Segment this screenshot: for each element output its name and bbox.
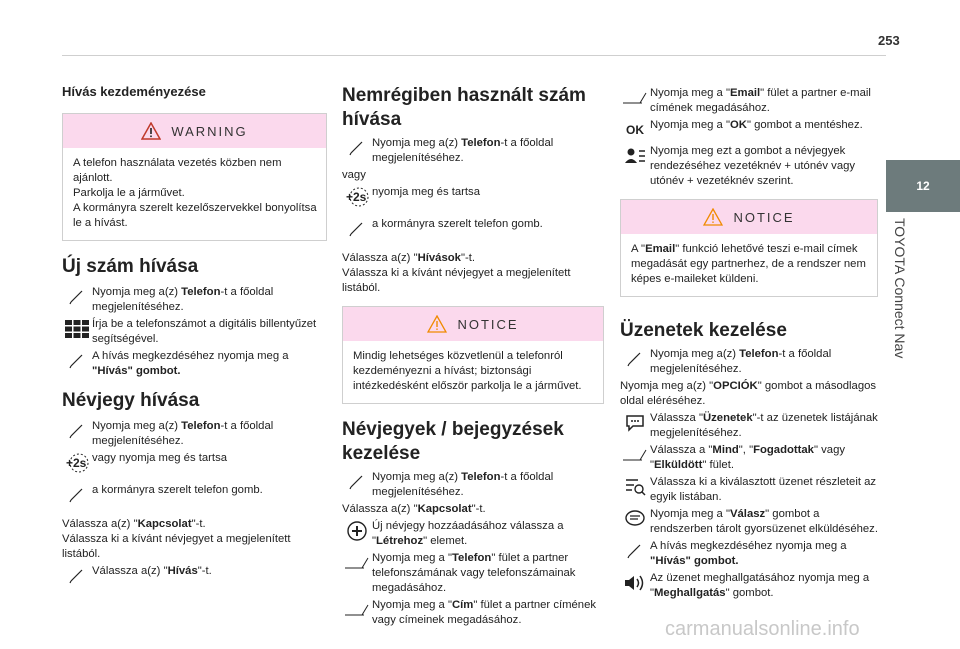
instruction-row xyxy=(620,571,878,601)
text: Nyomja meg a " xyxy=(372,599,452,611)
finger-tap-icon xyxy=(68,486,86,504)
text: " fület a partner e-mail címének megadásához. xyxy=(650,87,871,114)
finger-tap-icon xyxy=(348,220,366,238)
instruction-row xyxy=(620,86,878,116)
text: A hívás megkezdéséhez nyomja meg a xyxy=(650,540,847,552)
text: " gombot a másodlagos oldal eléréséhez. xyxy=(620,380,877,407)
chapter-title: TOYOTA Connect Nav xyxy=(892,218,908,359)
text: A hívás megkezdéséhez nyomja meg a xyxy=(92,350,289,362)
text-field-icon xyxy=(344,556,370,570)
text: Nyomja meg a(z) xyxy=(92,420,182,432)
text: Az üzenet meghallgatásához nyomja meg a " xyxy=(650,572,870,599)
text: " fület a partner telefonszámának vagy telefonszámainak megadásához. xyxy=(372,552,576,594)
messages-icon xyxy=(624,413,646,433)
finger-tap-icon xyxy=(68,567,86,585)
press-hold-icon xyxy=(63,452,91,474)
chapter-tab: 12 xyxy=(886,160,960,212)
paragraph: Válassza ki a kívánt névjegyet a megjelenített listából. xyxy=(342,267,571,294)
bold-text: Üzenetek xyxy=(703,412,753,424)
text: Nyomja meg a(z) xyxy=(92,286,182,298)
message-details-icon xyxy=(624,477,646,497)
text: ", " xyxy=(738,444,754,456)
text: " gombot a mentéshez. xyxy=(746,119,863,131)
bold-text: Telefon xyxy=(451,552,492,564)
section-heading-call: Hívás kezdeményezése xyxy=(62,84,206,99)
finger-tap-icon xyxy=(68,288,86,306)
instruction-row xyxy=(342,551,604,596)
bold-text: Elküldött xyxy=(654,459,703,471)
instruction-row xyxy=(62,483,327,507)
text: Nyomja meg a " xyxy=(650,119,730,131)
text: Nyomja meg a " xyxy=(650,508,730,520)
or-text: vagy xyxy=(342,169,366,181)
instruction-row xyxy=(620,507,878,537)
instruction-row xyxy=(62,564,327,588)
bold-text: "Hívás" gombot. xyxy=(92,365,181,377)
finger-tap-icon xyxy=(68,422,86,440)
bold-text: Telefon xyxy=(739,348,779,360)
instruction-row xyxy=(620,475,878,505)
bold-text: Email xyxy=(645,243,676,255)
instruction-row xyxy=(342,136,604,166)
text-field-icon xyxy=(622,448,648,462)
instruction-row xyxy=(620,539,878,569)
text: Nyomja meg a(z) xyxy=(650,348,740,360)
section-title-new-number: Új szám hívása xyxy=(62,256,199,277)
instruction-row xyxy=(62,349,327,379)
warning-title: WARNING xyxy=(171,123,248,139)
column-3 xyxy=(620,84,878,603)
warning-box xyxy=(62,113,327,241)
warning-line: A kormányra szerelt kezelőszervekkel bonyolítsa le a hívást. xyxy=(73,202,317,229)
section-title-messages: Üzenetek kezelése xyxy=(620,320,787,341)
text: " gombot. xyxy=(725,587,774,599)
notice-icon xyxy=(703,208,723,226)
finger-tap-icon xyxy=(626,542,644,560)
text: Nyomja meg a(z) " xyxy=(620,380,714,392)
instruction-row xyxy=(620,347,878,377)
text: Válassza ki a kiválasztott üzenet részleteit az egyik listában. xyxy=(650,476,877,503)
warning-icon xyxy=(141,122,161,140)
instruction-row xyxy=(620,411,878,441)
svg-text:+2s: +2s xyxy=(346,190,367,204)
instruction-row xyxy=(342,598,604,628)
bold-text: Válasz xyxy=(729,508,766,520)
text: A " xyxy=(631,243,646,255)
text: Nyomja meg a(z) xyxy=(372,471,462,483)
text: Válassza " xyxy=(650,412,703,424)
text: -t a főoldal megjelenítéséhez. xyxy=(92,286,274,313)
column-2 xyxy=(342,84,604,630)
header-rule xyxy=(62,55,886,56)
text: "-t. xyxy=(197,565,212,577)
section-title-manage-contacts: Névjegyek / bejegyzések kezelése xyxy=(342,419,564,464)
finger-tap-icon xyxy=(68,352,86,370)
bold-text: Telefon xyxy=(461,471,501,483)
text: " gombot a rendszerben tárolt gyorsüzenet elküldéséhez. xyxy=(650,508,878,535)
section-title-recent: Nemrégiben használt szám hívása xyxy=(342,85,586,130)
text: Írja be a telefonszámot a digitális billentyűzet segítségével. xyxy=(92,318,317,345)
text: Válassza a(z) " xyxy=(62,518,138,530)
instruction-row xyxy=(62,317,327,347)
bold-text: Telefon xyxy=(181,420,221,432)
text: Nyomja meg a " xyxy=(650,87,730,99)
text: " fület. xyxy=(702,459,734,471)
finger-tap-icon xyxy=(626,350,644,368)
page-number: 253 xyxy=(878,33,900,48)
quick-reply-icon xyxy=(624,509,646,529)
notice-box xyxy=(620,199,878,297)
chapter-title-container xyxy=(892,218,912,398)
text-field-icon xyxy=(622,91,648,105)
text: Nyomja meg a " xyxy=(372,552,452,564)
notice-icon xyxy=(427,315,447,333)
section-title-call-contact: Névjegy hívása xyxy=(62,390,200,411)
text: Nyomja meg ezt a gombot a névjegyek rendezéséhez vezetéknév + utónév vagy utónév + vezetéknév szerint. xyxy=(650,145,856,187)
paragraph xyxy=(342,502,604,517)
bold-text: Hívások xyxy=(417,252,461,264)
finger-tap-icon xyxy=(348,473,366,491)
text: -t a főoldal megjelenítéséhez. xyxy=(372,137,554,164)
text: Válassza a " xyxy=(650,444,713,456)
text: "-t. xyxy=(460,252,475,264)
text: a kormányra szerelt telefon gomb. xyxy=(92,484,263,496)
notice-text xyxy=(631,242,869,287)
bold-text: Email xyxy=(729,87,761,99)
instruction-row xyxy=(342,519,604,549)
instruction-row xyxy=(342,470,604,500)
bold-text: OK xyxy=(729,119,747,131)
warning-line: Parkolja le a járművet. xyxy=(73,187,185,199)
contact-sort-icon xyxy=(624,146,646,166)
text: Válassza a(z) " xyxy=(342,252,418,264)
bold-text: "Hívás" gombot. xyxy=(650,555,739,567)
text: "-t az üzenetek listájának megjelenítéséhez. xyxy=(650,412,878,439)
ok-label-icon: OK xyxy=(626,122,644,137)
text-field-icon xyxy=(344,603,370,617)
text: "-t. xyxy=(471,503,486,515)
instruction-row xyxy=(62,419,327,449)
bold-text: Cím xyxy=(451,599,474,611)
press-hold-icon xyxy=(343,186,371,208)
finger-tap-icon xyxy=(348,139,366,157)
text: "-t. xyxy=(191,518,206,530)
text: Új névjegy hozzáadásához válassza a " xyxy=(372,520,564,547)
text: " funkció lehetővé teszi e-mail címek megadását egy partnerhez, de a rendszer nem képes e-maileket küldeni. xyxy=(631,243,866,285)
bold-text: Kapcsolat xyxy=(137,518,192,530)
paragraph xyxy=(620,379,878,409)
bold-text: Telefon xyxy=(181,286,221,298)
text: vagy nyomja meg és tartsa xyxy=(92,452,227,464)
bold-text: OPCIÓK xyxy=(713,380,758,392)
notice-text: Mindig lehetséges közvetlenül a telefonról kezdeményezni a hívást; biztonsági intézkedésként először parkolja le a járművet. xyxy=(353,350,582,392)
svg-text:+2s: +2s xyxy=(66,456,87,470)
text: Válassza a(z) " xyxy=(342,503,418,515)
bold-text: Meghallgatás xyxy=(654,587,726,599)
keypad-icon xyxy=(65,319,89,339)
instruction-row xyxy=(620,144,878,189)
instruction-row xyxy=(62,285,327,315)
paragraph xyxy=(342,251,604,266)
instruction-row xyxy=(620,443,878,473)
text: " elemet. xyxy=(423,535,468,547)
text: -t a főoldal megjelenítéséhez. xyxy=(92,420,274,447)
notice-title: NOTICE xyxy=(733,209,795,225)
watermark: carmanualsonline.info xyxy=(665,618,860,640)
bold-text: Telefon xyxy=(461,137,501,149)
instruction-row xyxy=(620,118,878,142)
column-1 xyxy=(62,84,327,590)
bold-text: Létrehoz xyxy=(376,535,424,547)
bold-text: Mind xyxy=(712,444,739,456)
paragraph xyxy=(62,517,327,532)
notice-box xyxy=(342,306,604,404)
bold-text: Fogadottak xyxy=(753,444,814,456)
paragraph: Válassza ki a kívánt névjegyet a megjelenített listából. xyxy=(62,533,291,560)
instruction-row xyxy=(342,185,604,209)
bold-text: Kapcsolat xyxy=(417,503,472,515)
text: -t a főoldal megjelenítéséhez. xyxy=(372,471,554,498)
add-plus-icon xyxy=(346,520,368,542)
text: a kormányra szerelt telefon gomb. xyxy=(372,218,543,230)
text: " fület a partner címének vagy címeinek megadásához. xyxy=(372,599,597,626)
speaker-icon xyxy=(623,573,647,593)
text: Nyomja meg a(z) xyxy=(372,137,462,149)
warning-line: A telefon használata vezetés közben nem ajánlott. xyxy=(73,157,282,184)
text: Válassza a(z) " xyxy=(92,565,168,577)
instruction-row xyxy=(342,217,604,241)
text: -t a főoldal megjelenítéséhez. xyxy=(650,348,832,375)
text: nyomja meg és tartsa xyxy=(372,186,480,198)
notice-title: NOTICE xyxy=(457,316,519,332)
text: " vagy " xyxy=(650,444,845,471)
instruction-row xyxy=(62,451,327,475)
bold-text: Hívás xyxy=(167,565,198,577)
